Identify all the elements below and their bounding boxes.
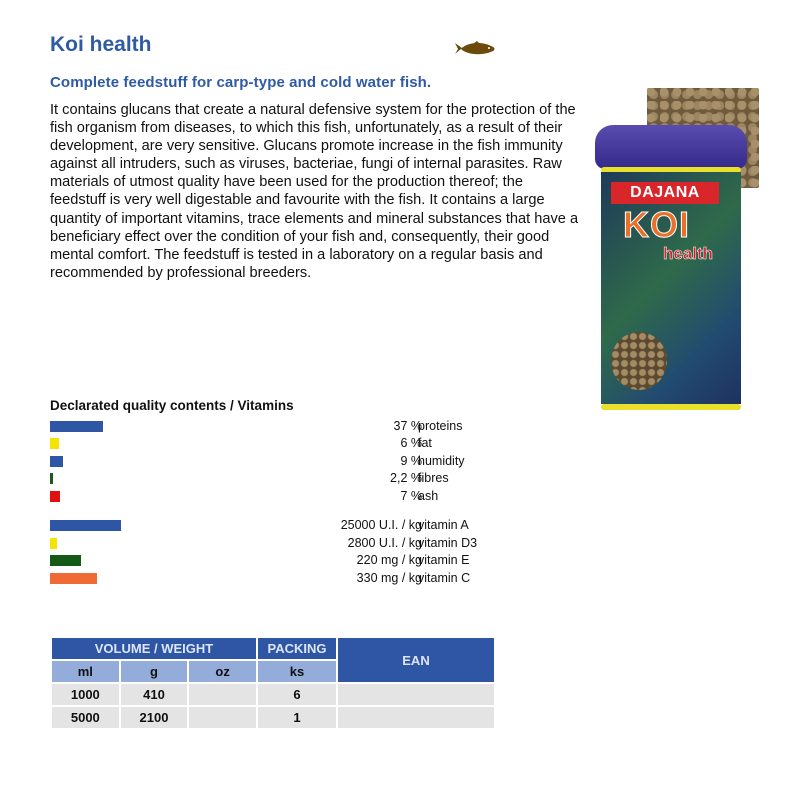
nutrient-row-fibres <box>50 470 500 487</box>
packing-table <box>50 636 496 730</box>
cell-ean <box>338 684 494 705</box>
cell-ks: 6 <box>258 684 336 705</box>
product-name: KOI <box>623 204 691 245</box>
header-ean: EAN <box>338 638 494 682</box>
nutrient-row-proteins <box>50 418 500 435</box>
can-label <box>601 172 741 404</box>
page-subtitle: Complete feedstuff for carp-type and cold water fish. <box>50 74 432 91</box>
header-volume-weight: VOLUME / WEIGHT <box>52 638 256 659</box>
nutrient-value: 9 % <box>400 454 422 468</box>
cell-ks: 1 <box>258 707 336 728</box>
product-description: It contains glucans that create a natural defensive system for the protection of the fish organism from diseases, to which this fish, unfortunately, as a result of their development, are very sensitive. Glucans promote increase in the fish immunity against all intruders, such as viruses, bacteriae, fungi of internal parasites. Raw materials of utmost quality have been used for the production thereof; the feedstuff is very well digestable and favourite with the fish. It contains a large quantity of important vitamins, trace elements and mineral substances that have a beneficiary effect over the condition of your fish and, consequently, their good mental comfort. The feedstuff is tested in a laboratory on a regular basis and recommended by professional breeders. <box>50 102 579 281</box>
brand-logo: DAJANA <box>611 182 719 204</box>
nutrient-bar <box>50 438 59 449</box>
vitamin-value: 330 mg / kg <box>356 571 422 585</box>
vitamin-row-d3 <box>50 535 500 552</box>
vitamin-row-e <box>50 552 500 569</box>
vitamin-label: vitamin D3 <box>418 536 478 550</box>
can-lid <box>595 125 747 169</box>
nutrient-label: fibres <box>418 471 449 485</box>
can-pellets <box>611 332 667 390</box>
vitamin-value: 25000 U.I. / kg <box>340 518 422 532</box>
vitamin-bar <box>50 573 97 584</box>
nutrient-bar <box>50 421 103 432</box>
fish-icon <box>453 40 497 58</box>
vitamin-label: vitamin C <box>418 571 471 585</box>
nutrient-row-ash <box>50 488 500 505</box>
header-packing: PACKING <box>258 638 336 659</box>
subheader-g: g <box>121 661 188 682</box>
page-title: Koi health <box>50 33 152 56</box>
cell-g: 2100 <box>121 707 188 728</box>
vitamin-value: 2800 U.I. / kg <box>347 536 422 550</box>
nutrient-label: ash <box>418 489 439 503</box>
cell-ean <box>338 707 494 728</box>
cell-ml: 1000 <box>52 684 119 705</box>
table-row <box>52 684 494 705</box>
nutrient-row-fat <box>50 435 500 452</box>
nutrient-value: 2,2 % <box>390 471 422 485</box>
vitamin-bar <box>50 538 57 549</box>
vitamin-value: 220 mg / kg <box>356 553 422 567</box>
nutrient-bar <box>50 473 53 484</box>
cell-oz <box>189 707 256 728</box>
nutrient-value: 7 % <box>400 489 422 503</box>
product-variant: health <box>663 244 714 263</box>
nutrient-label: humidity <box>418 454 465 468</box>
cell-oz <box>189 684 256 705</box>
vitamin-label: vitamin E <box>418 553 470 567</box>
cell-g: 410 <box>121 684 188 705</box>
nutrient-value: 6 % <box>400 436 422 450</box>
vitamin-row-a <box>50 517 500 534</box>
vitamin-bar <box>50 520 121 531</box>
nutrient-label: fat <box>418 436 432 450</box>
vitamin-row-c <box>50 570 500 587</box>
subheader-oz: oz <box>189 661 256 682</box>
nutrient-bar <box>50 456 63 467</box>
subheader-ml: ml <box>52 661 119 682</box>
nutrient-value: 37 % <box>393 419 422 433</box>
product-image <box>585 85 790 410</box>
nutrient-label: proteins <box>418 419 463 433</box>
product-can <box>595 125 747 410</box>
nutrient-bar <box>50 491 60 502</box>
vitamin-bar <box>50 555 81 566</box>
nutrient-row-humidity <box>50 453 500 470</box>
table-row <box>52 707 494 728</box>
subheader-ks: ks <box>258 661 336 682</box>
can-base <box>601 404 741 410</box>
nutrition-title: Declarated quality contents / Vitamins <box>50 398 294 413</box>
vitamin-label: vitamin A <box>418 518 469 532</box>
cell-ml: 5000 <box>52 707 119 728</box>
